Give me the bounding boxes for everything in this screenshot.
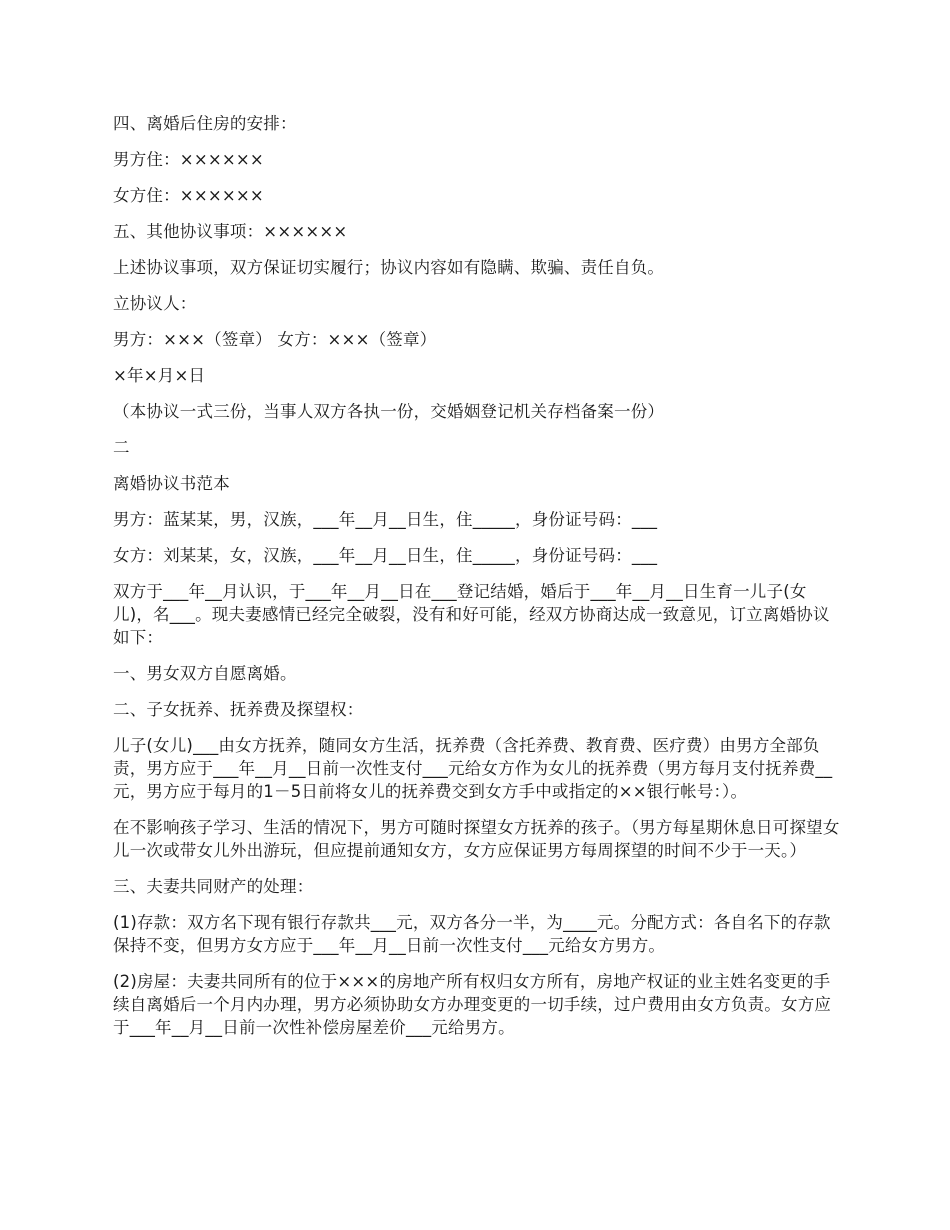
document-body <box>113 112 841 1052</box>
section-four-heading: 四、离婚后住房的安排： <box>113 114 297 133</box>
clause-one: 一、男女双方自愿离婚。 <box>113 664 297 683</box>
visitation-paragraph: 在不影响孩子学习、生活的情况下，男方可随时探望女方抚养的孩子。（男方每星期休息日可探望女儿一次或带女儿外出游玩，但应提前通知女方，女方应保证男方每周探望的时间不少于一天。） <box>113 818 840 860</box>
background-paragraph: 双方于___年__月认识，于___年__月__日在___登记结婚，婚后于___年__月__日生育一儿子(女儿)，名___。现夫妻感情已经完全破裂，没有和好可能，经双方协商达成一致意见，订立离婚协议如下： <box>113 582 830 647</box>
copies-note: （本协议一式三份，当事人双方各执一份，交婚姻登记机关存档备案一份） <box>113 402 665 421</box>
template-title: 离婚协议书范本 <box>113 474 230 493</box>
female-party-info: 女方：刘某某，女，汉族，___年__月__日生，住_____，身份证号码：___ <box>113 546 658 565</box>
signatures-line: 男方：×××（签章） 女方：×××（签章） <box>113 330 437 349</box>
section-five-heading: 五、其他协议事项：×××××× <box>113 222 348 241</box>
clause-two-heading: 二、子女抚养、抚养费及探望权： <box>113 700 364 719</box>
female-residence: 女方住：×××××× <box>113 186 264 205</box>
male-residence: 男方住：×××××× <box>113 150 264 169</box>
part-two-marker: 二 <box>113 438 130 457</box>
clause-three-heading: 三、夫妻共同财产的处理： <box>113 877 314 896</box>
signatories-label: 立协议人： <box>113 294 197 313</box>
date-line: ×年×月×日 <box>113 366 206 385</box>
custody-paragraph: 儿子(女儿)___由女方抚养，随同女方生活，抚养费（含托养费、教育费、医疗费）由男方全部负责，男方应于___年__月__日前一次性支付___元给女方作为女儿的抚养费（男方每月支付抚养费__元，男方应于每月的1－5日前将女儿的抚养费交到女方手中或指定的××银行帐号：）。 <box>113 736 833 801</box>
deposits-paragraph: (1)存款：双方名下现有银行存款共___元，双方各分一半，为____元。分配方式：各自名下的存款保持不变，但男方女方应于___年__月__日前一次性支付___元给女方男方。 <box>113 913 831 955</box>
male-party-info: 男方：蓝某某，男，汉族，___年__月__日生，住_____，身份证号码：___ <box>113 510 658 529</box>
agreement-guarantee: 上述协议事项，双方保证切实履行；协议内容如有隐瞒、欺骗、责任自负。 <box>113 258 665 277</box>
housing-paragraph: (2)房屋：夫妻共同所有的位于×××的房地产所有权归女方所有，房地产权证的业主姓名变更的手续自离婚后一个月内办理，男方必须协助女方办理变更的一切手续，过户费用由女方负责。女方应于___年__月__日前一次性补偿房屋差价___元给男方。 <box>113 972 832 1037</box>
